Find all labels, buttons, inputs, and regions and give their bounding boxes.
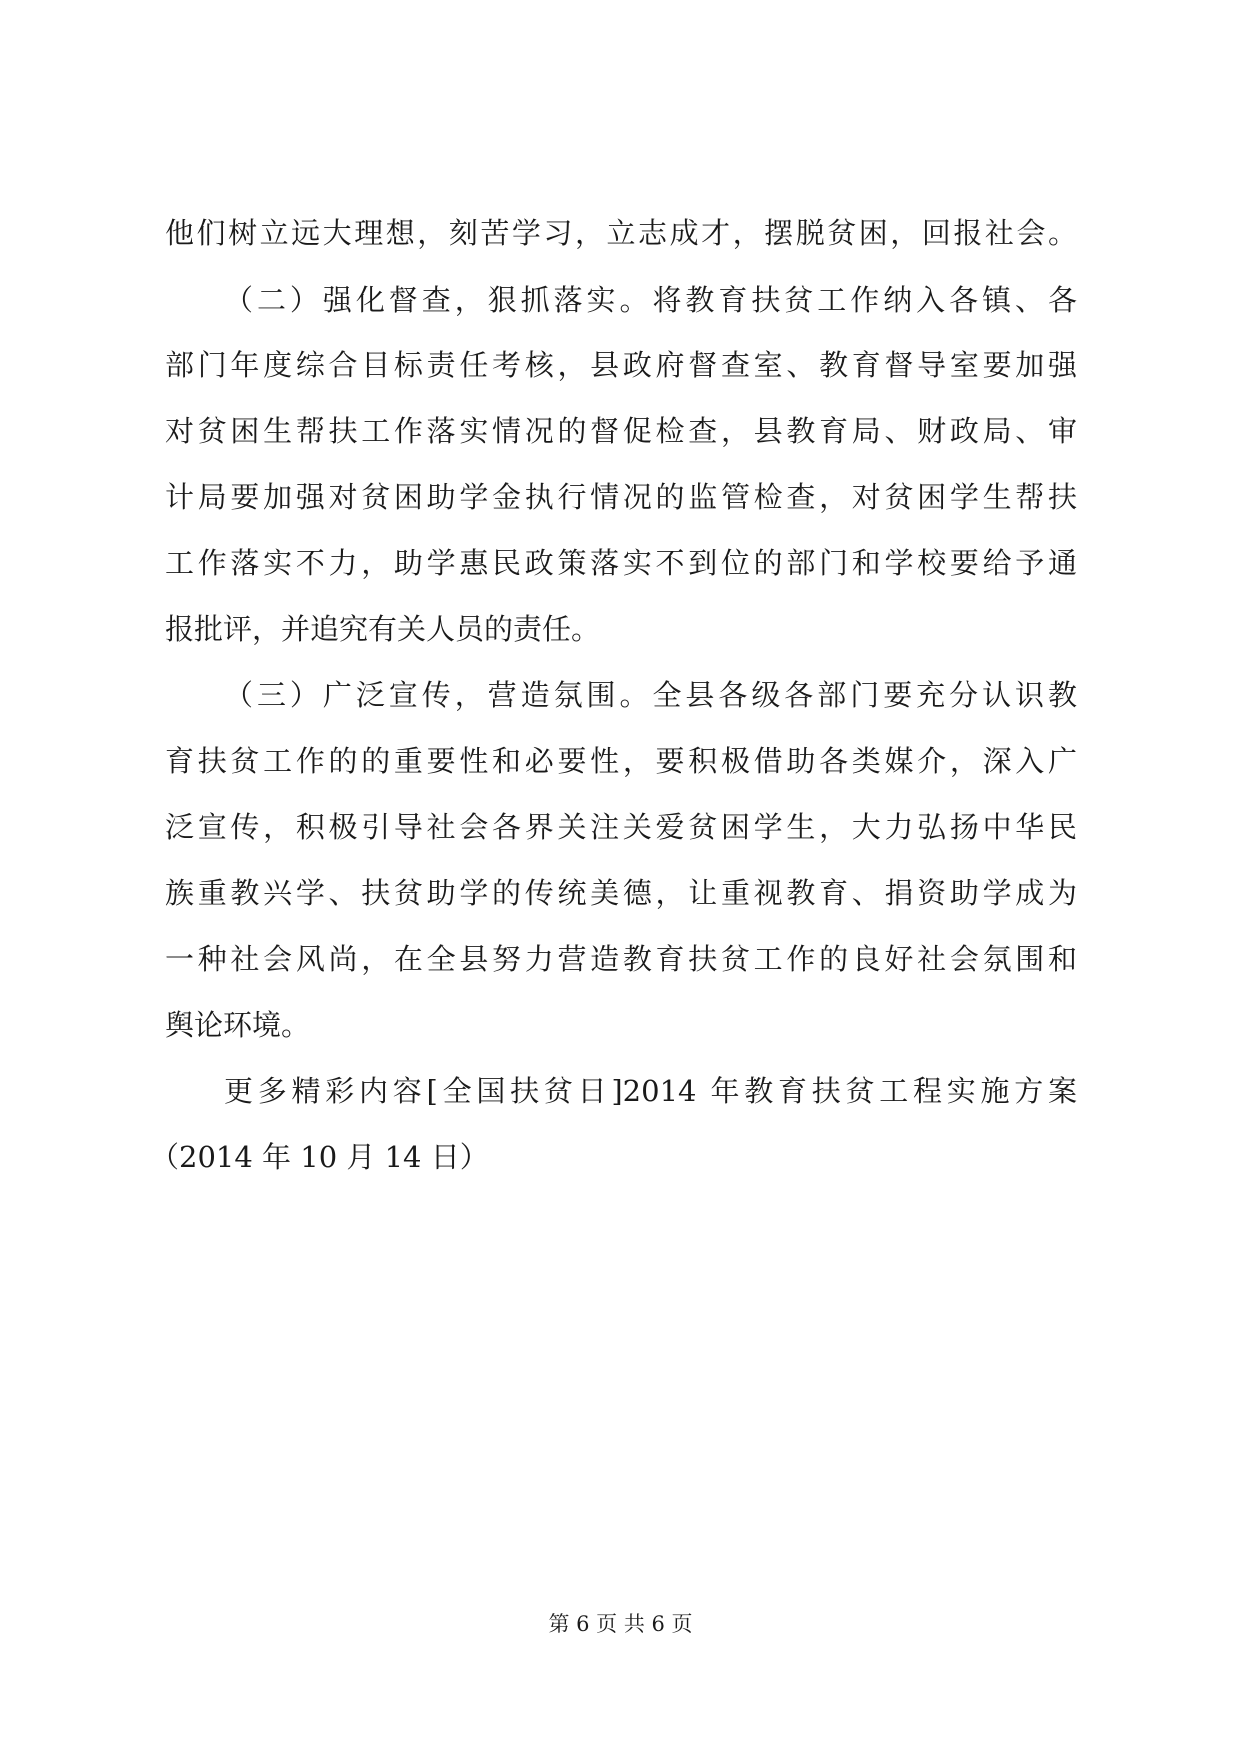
page-number-footer: 第 6 页 共 6 页: [548, 1612, 693, 1636]
paragraph-4-line-1: 更多精彩内容[全国扶贫日]2014 年教育扶贫工程实施方案: [224, 1074, 1077, 1108]
paragraph-2-line-1: （二）强化督查，狠抓落实。将教育扶贫工作纳入各镇、各: [224, 283, 1077, 317]
paragraph-3-line-1: （三）广泛宣传，营造氛围。全县各级各部门要充分认识教: [224, 678, 1077, 712]
text-line: 族重教兴学、扶贫助学的传统美德，让重视教育、捐资助学成为: [165, 876, 1077, 910]
text-line: 部门年度综合目标责任考核，县政府督查室、教育督导室要加强: [165, 348, 1077, 382]
text-line: 他们树立远大理想，刻苦学习，立志成才，摆脱贫困，回报社会。: [165, 216, 1077, 250]
text-line: 泛宣传，积极引导社会各界关注关爱贫困学生，大力弘扬中华民: [165, 810, 1077, 844]
text-line: 舆论环境。: [165, 1008, 311, 1042]
text-line: 对贫困生帮扶工作落实情况的督促检查，县教育局、财政局、审: [165, 414, 1077, 448]
text-line: 计局要加强对贫困助学金执行情况的监管检查，对贫困学生帮扶: [165, 480, 1077, 514]
text-line: 工作落实不力，助学惠民政策落实不到位的部门和学校要给予通: [165, 546, 1077, 580]
text-line: 报批评，并追究有关人员的责任。: [165, 612, 601, 646]
date-line: （2014 年 10 月 14 日）: [150, 1140, 489, 1174]
text-line: 育扶贫工作的的重要性和必要性，要积极借助各类媒介，深入广: [165, 744, 1077, 778]
text-line: 一种社会风尚，在全县努力营造教育扶贫工作的良好社会氛围和: [165, 942, 1077, 976]
